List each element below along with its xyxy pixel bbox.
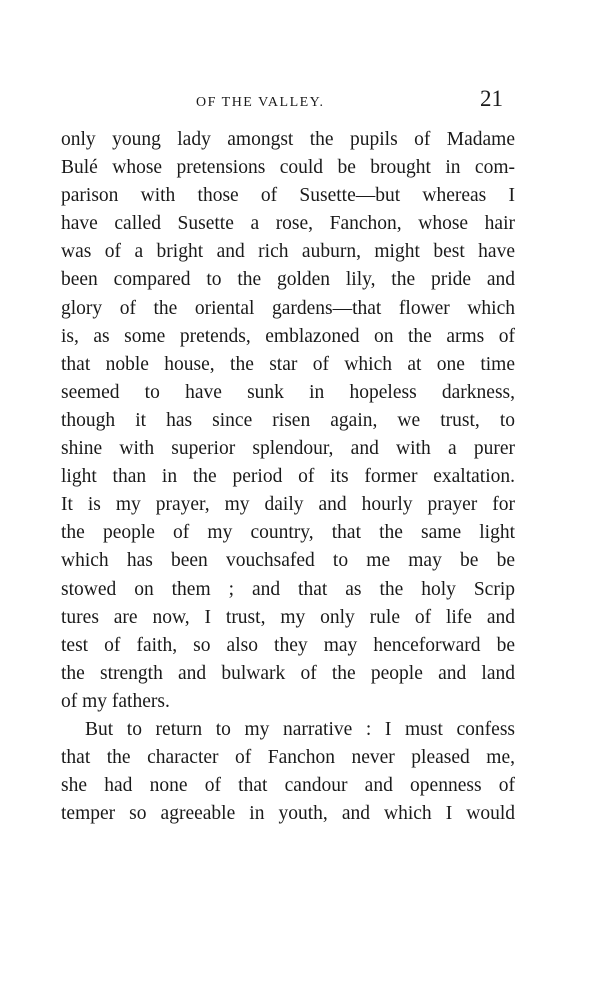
text-line: light than in the period of its former exaltation. <box>61 466 515 488</box>
text-line: shine with superior splendour, and with a purer <box>61 438 515 460</box>
text-line: she had none of that candour and openness of <box>61 775 515 797</box>
text-line: which has been vouchsafed to me may be be <box>61 550 515 572</box>
text-line: It is my prayer, my daily and hourly prayer for <box>61 494 515 516</box>
page-number: 21 <box>480 86 503 111</box>
text-line: tures are now, I trust, my only rule of life and <box>61 606 515 628</box>
text-line: the strength and bulwark of the people and land <box>61 662 515 684</box>
text-line: that noble house, the star of which at one time <box>61 353 515 375</box>
text-line: that the character of Fanchon never pleased me, <box>61 747 515 769</box>
text-line: been compared to the golden lily, the pride and <box>61 269 515 291</box>
text-line: Bulé whose pretensions could be brought in com- <box>61 157 515 179</box>
text-line: test of faith, so also they may henceforward be <box>61 634 515 656</box>
text-line: though it has since risen again, we trust, to <box>61 409 515 431</box>
text-line: seemed to have sunk in hopeless darkness, <box>61 381 515 403</box>
body-text <box>61 126 515 828</box>
text-line: the people of my country, that the same light <box>61 522 515 544</box>
paragraph-end-line: of my fathers. <box>61 690 170 712</box>
text-line: is, as some pretends, emblazoned on the arms of <box>61 325 515 347</box>
running-head: OF THE VALLEY. <box>196 95 325 110</box>
text-line: parison with those of Susette—but whereas I <box>61 185 515 207</box>
text-line: glory of the oriental gardens—that flower which <box>61 297 515 319</box>
text-line: have called Susette a rose, Fanchon, whose hair <box>61 213 515 235</box>
paragraph-start-line: But to return to my narrative : I must confess <box>85 718 515 740</box>
text-line: only young lady amongst the pupils of Madame <box>61 129 515 150</box>
text-line: was of a bright and rich auburn, might best have <box>61 241 515 263</box>
text-line: temper so agreeable in youth, and which I would <box>61 803 515 825</box>
text-line: stowed on them ; and that as the holy Scrip <box>61 578 515 600</box>
